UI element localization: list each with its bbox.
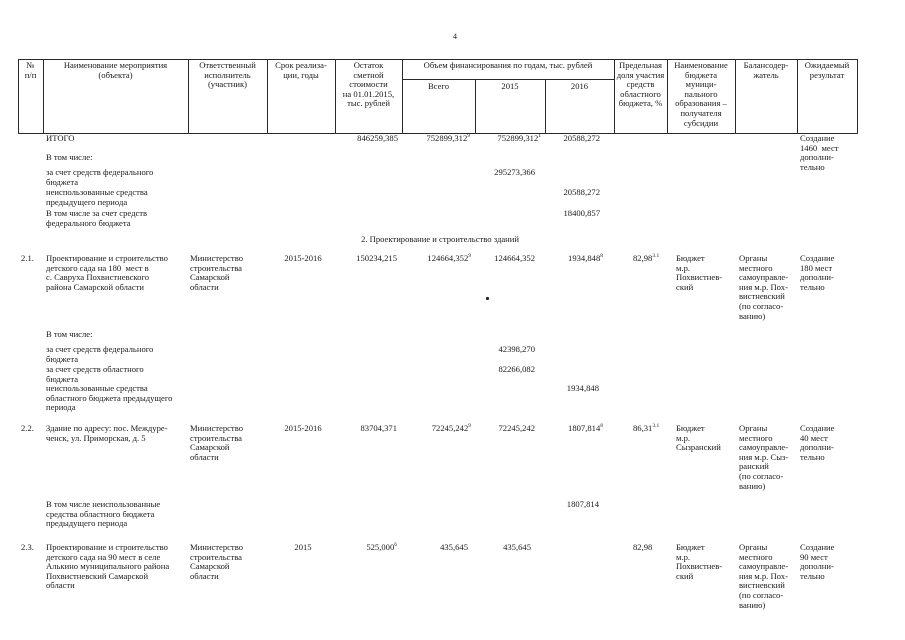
row-total: 124664,352$^9$ (427, 253, 471, 263)
row-budget: Бюджет м.р. Сызранский (676, 423, 721, 453)
header-total: Всего (427, 81, 450, 91)
row-rest: 525,000$^6$ (366, 542, 397, 552)
row-reg-2015: 82266,082 (498, 364, 535, 374)
row-total: 435,645 (440, 542, 468, 552)
header-responsible: Ответственный исполнитель (участник) (199, 60, 256, 90)
header-num: № п/п (24, 60, 37, 80)
header-2016: 2016 (570, 81, 589, 91)
header-term: Срок реализа- ции, годы (275, 60, 327, 80)
itogo-incl-fed-label: В том числе за счет средств федерального бюджета (46, 208, 148, 228)
itogo-incl-fed-2016: 18400,857 (563, 208, 600, 218)
row-result: Создание 90 мест дополни- тельно (800, 542, 835, 581)
row-2015: 435,645 (503, 542, 531, 552)
row-reg-label: за счет средств областного бюджета (46, 364, 144, 384)
row-name: Здание по адресу: пос. Междуре- ченск, ул. Приморская, д. 5 (46, 423, 168, 443)
itogo-result: Создание 1460 мест дополни- тельно (800, 133, 839, 172)
header-budget: Наименование бюджета муници- пального образования – получателя субсидии (674, 60, 728, 128)
row-rest: 83704,371 (360, 423, 397, 433)
row-2015: 72245,242 (498, 423, 535, 433)
itogo-total: 752899,312$^9$ (426, 133, 470, 143)
row-result: Создание 40 мест дополни- тельно (800, 423, 835, 462)
row-2016: 1807,814$^8$ (568, 423, 603, 433)
row-share: $82,98^{3.1}$ (633, 253, 660, 263)
itogo-2015: 752899,312$^1$ (497, 133, 541, 143)
header-2015: 2015 (501, 81, 519, 91)
row-budget: Бюджет м.р. Похвистнев- ский (676, 542, 723, 581)
itogo-fed-label: за счет средств федерального бюджета (46, 167, 154, 187)
row-name: Проектирование и строительство детского сада на 90 мест в селе Алькино муниципального района Похвистневский Самарской области (46, 542, 170, 591)
header-share: Предельная доля участия средств областного бюджета, % (616, 60, 665, 109)
row-sub-label: В том числе: (46, 329, 93, 339)
itogo-2016: 20588,272 (563, 133, 600, 143)
row-balance: Органы местного самоуправле- ния м.р. Сыз- ранский (по согласо- ванию) (739, 423, 789, 491)
header-name: Наименование мероприятия (объекта) (63, 60, 168, 80)
row-term: 2015-2016 (284, 423, 322, 433)
itogo-sub-label: В том числе: (46, 152, 93, 162)
row-unused-label: В том числе неиспользованные средства областного бюджета предыдущего периода (46, 499, 161, 529)
itogo-unused-2016: 20588,272 (563, 187, 600, 197)
row-num: 2.1. (21, 253, 34, 263)
row-term: 2015-2016 (284, 253, 322, 263)
row-unused-2016: 1934,848 (566, 383, 599, 393)
itogo-rest: 846259,385 (357, 133, 398, 143)
itogo-label: ИТОГО (46, 133, 75, 143)
section-title: 2. Проектирование и строительство зданий (361, 234, 519, 244)
row-responsible: Министерство строительства Самарской области (190, 253, 243, 292)
row-num: 2.3. (21, 542, 34, 552)
row-name: Проектирование и строительство детского сада на 180 мест в с. Савруха Похвистневского района Самарской области (46, 253, 168, 292)
row-2015: 124664,352 (494, 253, 535, 263)
header-rest: Остаток сметной стоимости на 01.01.2015, тыс. рублей (342, 60, 395, 109)
row-balance: Органы местного самоуправле- ния м.р. Пох- вистневский (по согласо- ванию) (739, 253, 789, 321)
page-number: 4 (453, 32, 457, 41)
row-share: 82,98 (633, 542, 653, 552)
itogo-unused-label: неиспользованные средства предыдущего периода (46, 187, 148, 207)
row-fed-label: за счет средств федерального бюджета (46, 344, 154, 364)
row-responsible: Министерство строительства Самарской области (190, 423, 243, 462)
header-financing: Объем финансирования по годам, тыс. рублей (423, 60, 593, 70)
row-fed-2015: 42398,270 (498, 344, 535, 354)
itogo-fed-2015: 295273,366 (494, 167, 535, 177)
header-balance: Балансодер- жатель (743, 60, 789, 80)
row-unused-label: неиспользованные средства областного бюджета предыдущего периода (46, 383, 173, 413)
row-term: 2015 (294, 542, 312, 552)
row-responsible: Министерство строительства Самарской области (190, 542, 243, 581)
row-total: 72245,242$^9$ (431, 423, 471, 433)
row-share: $86,31^{3.1}$ (633, 423, 660, 433)
row-budget: Бюджет м.р. Похвистнев- ский (676, 253, 723, 292)
row-num: 2.2. (21, 423, 34, 433)
row-unused-2016: 1807,814 (566, 499, 599, 509)
row-balance: Органы местного самоуправле- ния м.р. Пох- вистневский (по согласо- ванию) (739, 542, 789, 610)
row-2016: 1934,848$^8$ (568, 253, 603, 263)
row-result: Создание 180 мест дополни- тельно (800, 253, 835, 292)
row-rest: 150234,215 (356, 253, 397, 263)
scan-mark (486, 297, 489, 300)
header-result: Ожидаемый результат (804, 60, 850, 80)
